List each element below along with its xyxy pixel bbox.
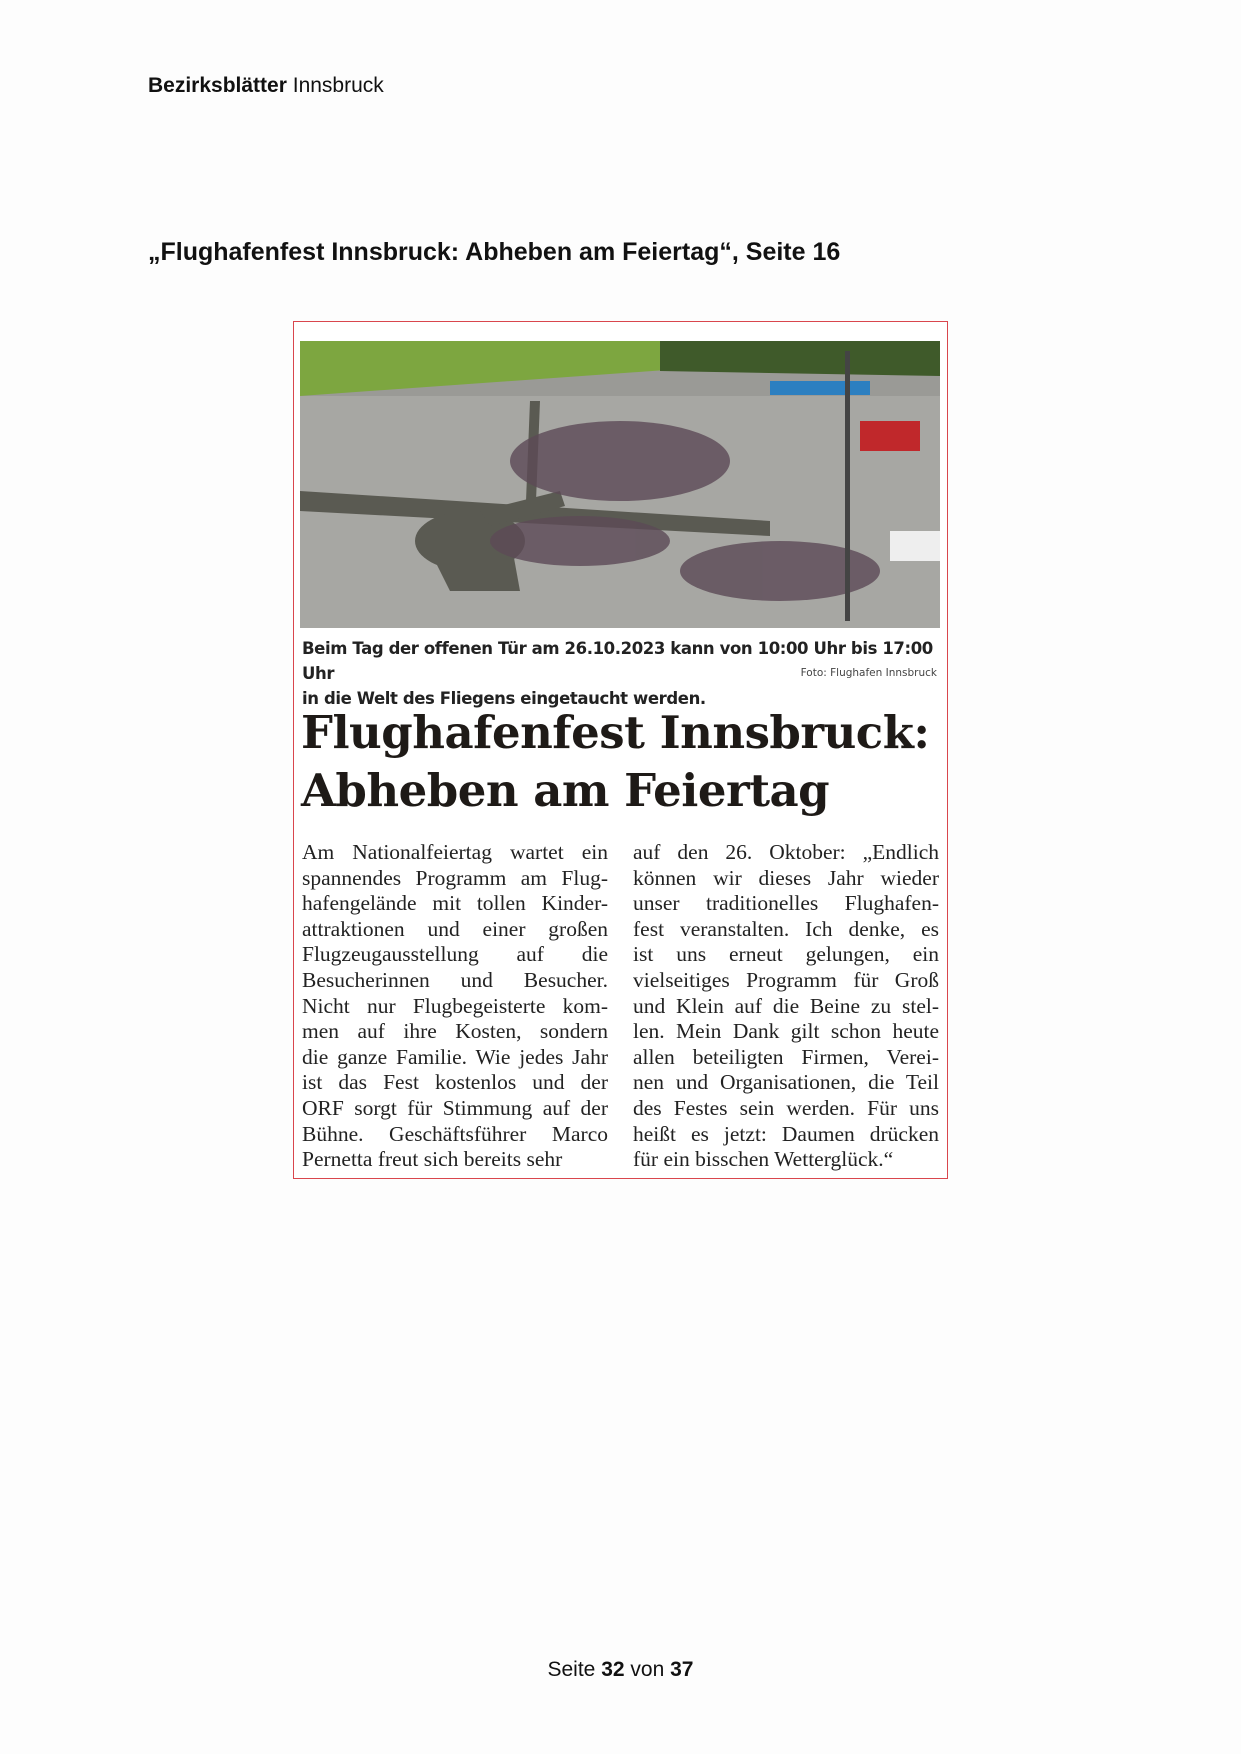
- body-line: unser traditionelles Flughafen-: [633, 891, 939, 916]
- body-line: attraktionen und einer großen: [302, 916, 608, 941]
- body-line: Bühne. Geschäftsführer Marco: [302, 1121, 608, 1146]
- body-line: heißt es jetzt: Daumen drücken: [633, 1121, 939, 1146]
- publication-header: [148, 74, 384, 98]
- headline-line: Abheben am Feiertag: [301, 764, 830, 817]
- article-column-2: [633, 840, 939, 1173]
- body-line: len. Mein Dank gilt schon heute: [633, 1019, 939, 1044]
- caption-line: Beim Tag der offenen Tür am 26.10.2023 kann von 10:00 Uhr bis 17:00 Uhr: [302, 639, 933, 683]
- headline-line: Flughafenfest Innsbruck:: [301, 706, 930, 759]
- page-of-label: von: [630, 1658, 665, 1681]
- body-line: und Klein auf die Beine zu stel-: [633, 993, 939, 1018]
- total-pages: 37: [670, 1658, 694, 1681]
- body-line: ist das Fest kostenlos und der: [302, 1070, 608, 1095]
- page-label: Seite: [547, 1658, 596, 1681]
- body-line: Flugzeugausstellung auf die: [302, 942, 608, 967]
- body-line: ORF sorgt für Stimmung auf der: [302, 1095, 608, 1120]
- body-line: allen beteiligten Firmen, Verei-: [633, 1044, 939, 1069]
- body-line: spannendes Programm am Flug-: [302, 865, 608, 890]
- body-line: fest veranstalten. Ich denke, es: [633, 916, 939, 941]
- body-line: Nicht nur Flugbegeisterte kom-: [302, 993, 608, 1018]
- document-title: „Flughafenfest Innsbruck: Abheben am Feiertag“, Seite 16: [148, 238, 841, 266]
- article-photo: [300, 341, 940, 628]
- body-line: hafengelände mit tollen Kinder-: [302, 891, 608, 916]
- caption-line: in die Welt des Fliegens eingetaucht werden.: [302, 689, 706, 708]
- page-number: [0, 1658, 1241, 1682]
- body-line: vielseitiges Programm für Groß: [633, 967, 939, 992]
- photo-credit: Foto: Flughafen Innsbruck: [800, 667, 937, 679]
- body-line: nen und Organisationen, die Teil: [633, 1070, 939, 1095]
- body-line: für ein bisschen Wetterglück.“: [633, 1147, 894, 1172]
- body-line: können wir dieses Jahr wieder: [633, 865, 939, 890]
- body-line: men auf ihre Kosten, sondern: [302, 1019, 608, 1044]
- body-line: Besucherinnen und Besucher.: [302, 967, 608, 992]
- brand-name: Bezirksblätter: [148, 74, 287, 97]
- current-page: 32: [601, 1658, 625, 1681]
- body-line: Am Nationalfeiertag wartet ein: [302, 840, 608, 864]
- body-line: Pernetta freut sich bereits sehr: [302, 1147, 563, 1172]
- article-headline: [301, 704, 929, 820]
- body-line: die ganze Familie. Wie jedes Jahr: [302, 1044, 608, 1069]
- body-line: auf den 26. Oktober: „Endlich: [633, 840, 939, 864]
- body-line: des Festes sein werden. Für uns: [633, 1095, 939, 1120]
- article-clipping: [293, 321, 948, 1179]
- body-line: ist uns erneut gelungen, ein: [633, 942, 939, 967]
- edition-name: Innsbruck: [292, 74, 384, 97]
- article-column-1: [302, 840, 608, 1173]
